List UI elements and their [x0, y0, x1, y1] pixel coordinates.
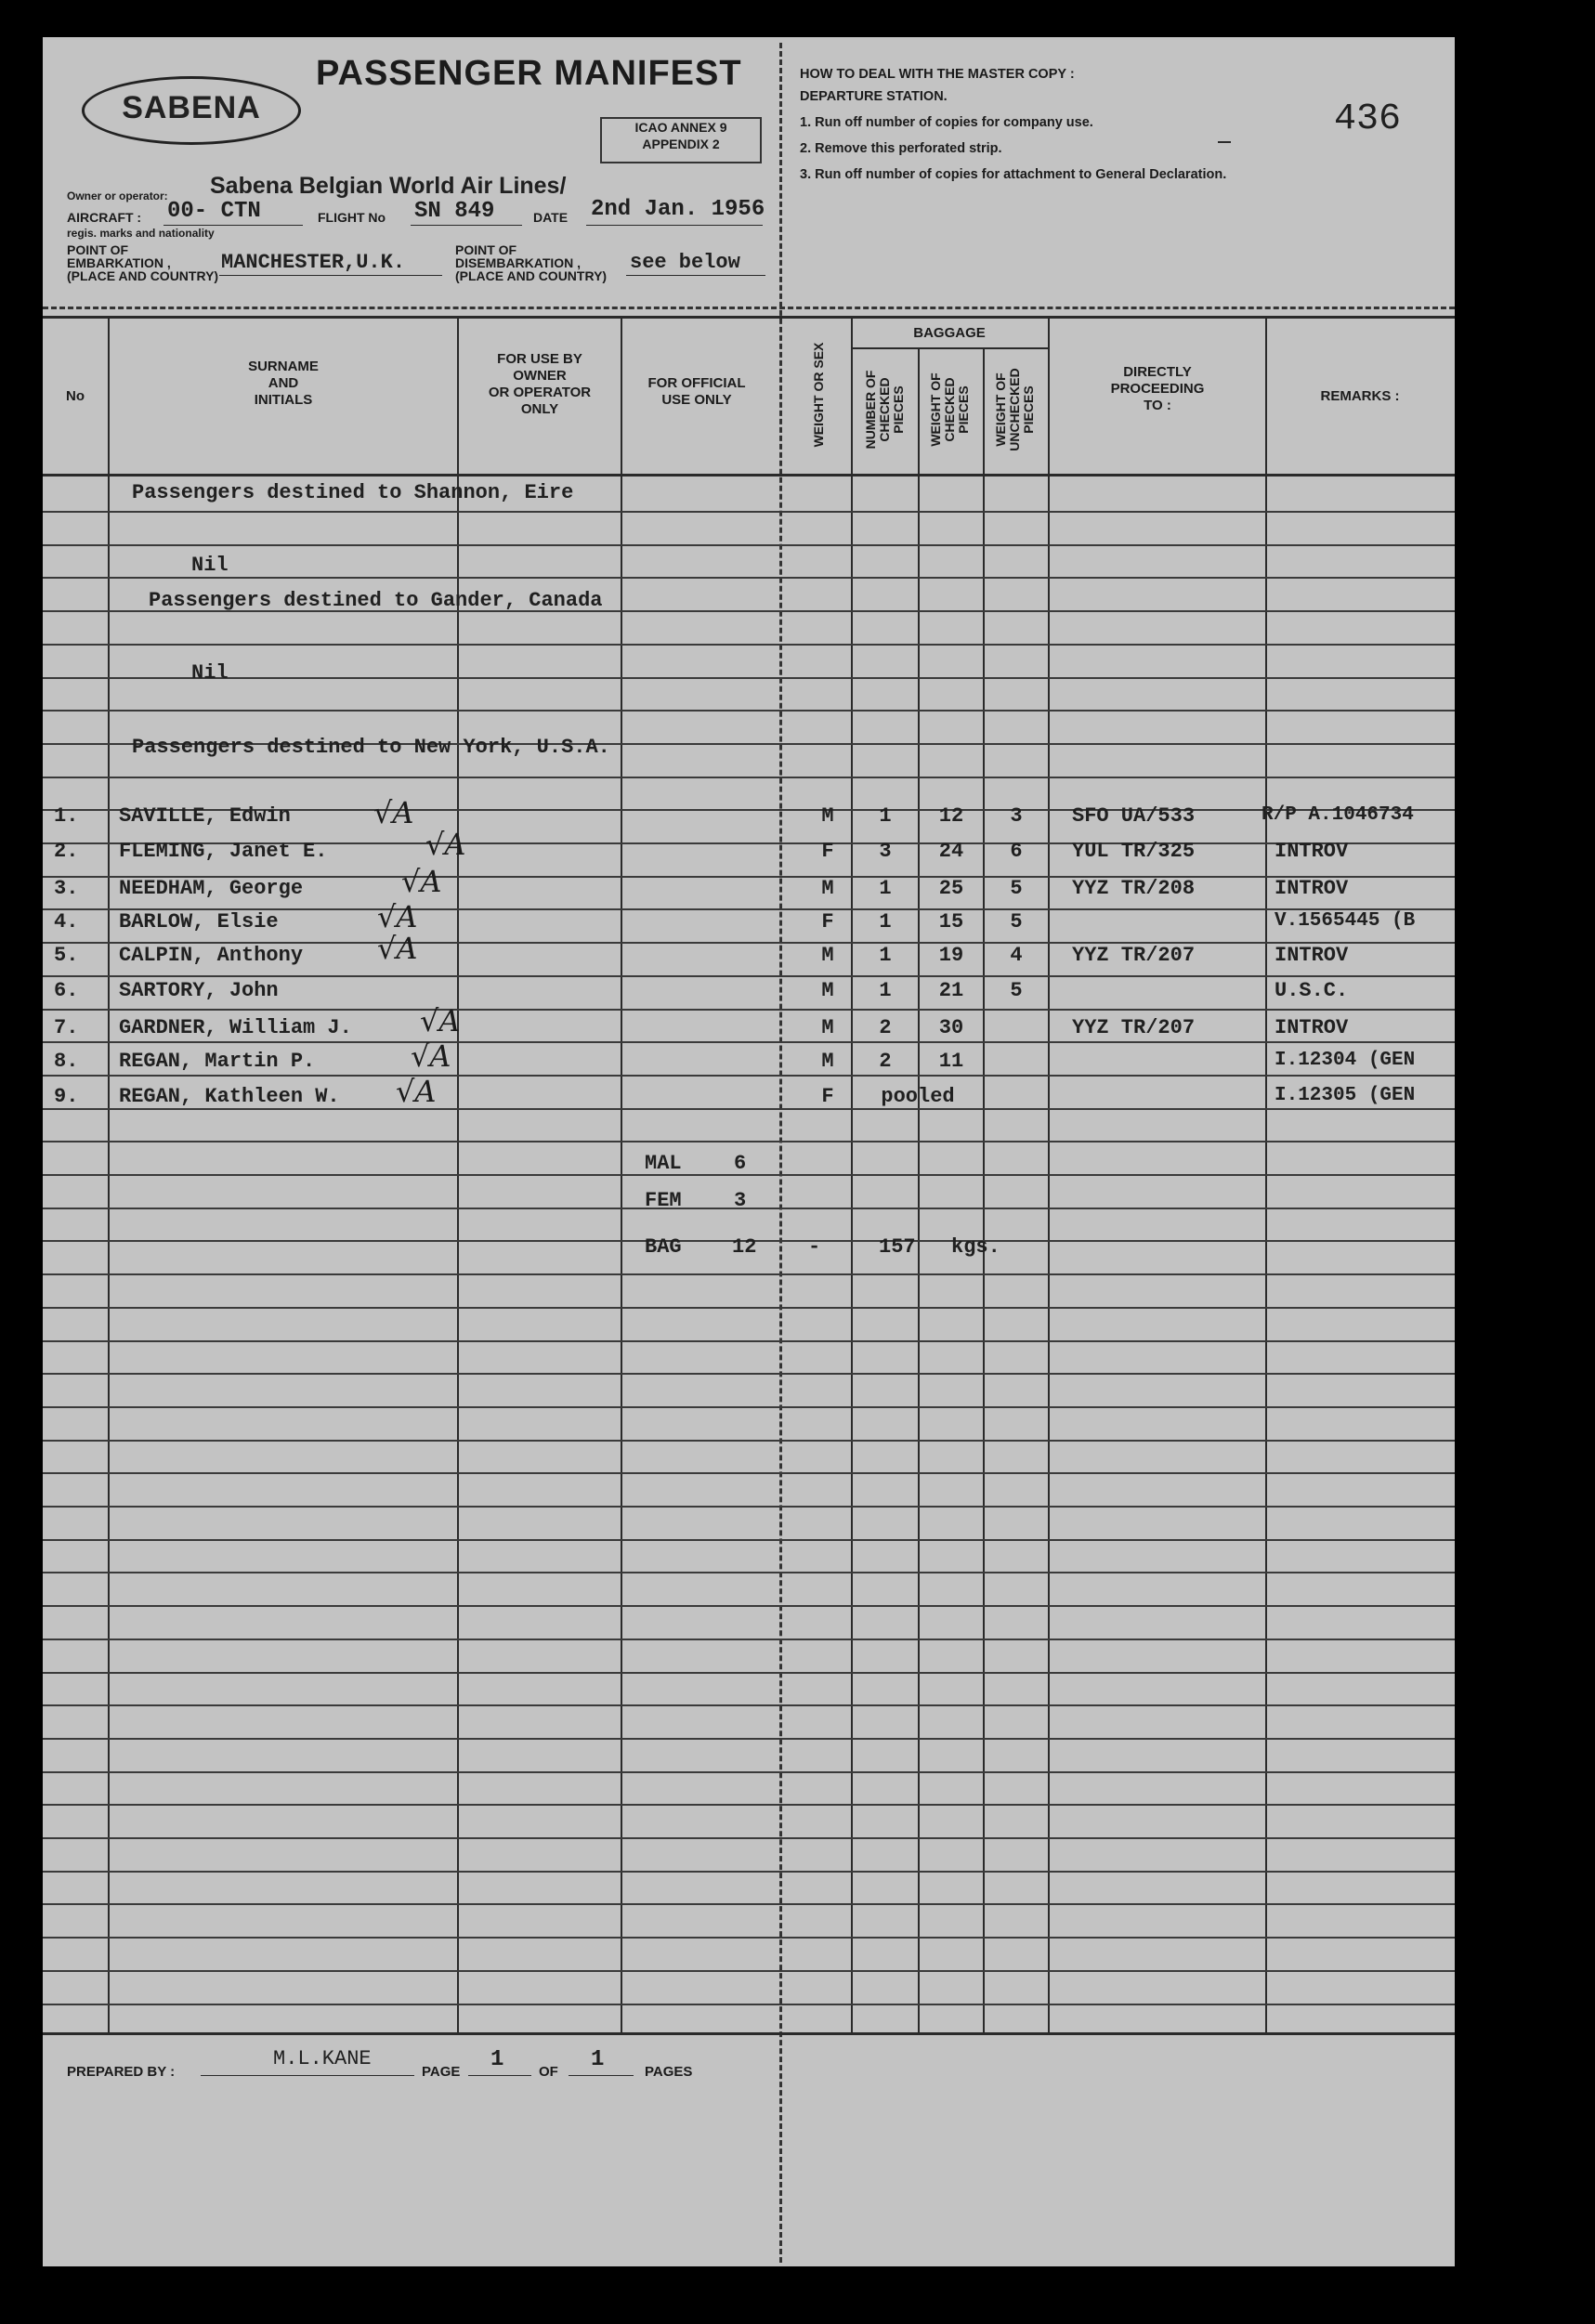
passenger-name: FLEMING, Janet E. — [119, 840, 328, 863]
baggage-pieces: 1 — [879, 944, 892, 967]
remarks: U.S.C. — [1275, 979, 1349, 1002]
col-header-official: FOR OFFICIAL USE ONLY — [647, 375, 746, 408]
row-rule — [43, 1075, 1455, 1077]
col-header-surname: SURNAME AND INITIALS — [248, 359, 319, 408]
baggage-header-rule — [851, 347, 1048, 349]
embark-underline — [219, 275, 442, 276]
row-rule — [43, 1208, 1455, 1209]
table-header-rule — [43, 474, 1455, 477]
passenger-check-mark: √A — [420, 1003, 461, 1038]
passenger-sex: F — [821, 840, 834, 863]
prepared-by-value: M.L.KANE — [273, 2047, 372, 2070]
baggage-pieces: 1 — [879, 804, 892, 828]
perforation-line — [779, 43, 782, 2263]
page-value: 1 — [490, 2047, 504, 2072]
pages-label: PAGES — [645, 2064, 693, 2080]
passenger-check-mark: √A — [411, 1038, 451, 1074]
col-header-no: No — [66, 388, 85, 404]
baggage-weight: 30 — [938, 1016, 964, 1039]
remarks: V.1565445 (B — [1275, 910, 1416, 932]
proceeding-to: YUL TR/325 — [1072, 840, 1196, 863]
sabena-logo — [82, 76, 301, 145]
passenger-name: SARTORY, John — [119, 979, 279, 1002]
unchecked-weight: 4 — [1010, 944, 1023, 967]
row-rule — [43, 1141, 1455, 1142]
owner-value: Sabena Belgian World Air Lines/ — [210, 173, 567, 199]
baggage-weight: 11 — [938, 1050, 964, 1073]
unchecked-weight: 5 — [1010, 877, 1023, 900]
passenger-name: NEEDHAM, George — [119, 877, 304, 900]
passenger-number: 7. — [54, 1016, 79, 1039]
table-bottom-rule — [43, 2032, 1455, 2035]
baggage-pieces: 3 — [879, 840, 892, 863]
manifest-sheet — [43, 37, 1455, 2266]
baggage-pieces: 2 — [879, 1016, 892, 1039]
passenger-check-mark: √A — [373, 795, 414, 830]
dash-mark — [1218, 141, 1231, 143]
total-bag-weight: 157 — [879, 1235, 916, 1259]
passenger-check-mark: √A — [401, 864, 442, 899]
passenger-name: GARDNER, William J. — [119, 1016, 352, 1039]
passenger-name: SAVILLE, Edwin — [119, 804, 291, 828]
baggage-weight: 12 — [938, 804, 964, 828]
col-rule — [918, 349, 920, 2032]
page-label: PAGE — [422, 2064, 461, 2080]
row-rule — [43, 1738, 1455, 1740]
proceeding-to: SFO UA/533 — [1072, 804, 1196, 828]
unchecked-weight: 5 — [1010, 979, 1023, 1002]
row-rule — [43, 1804, 1455, 1806]
icao-reference-box — [600, 117, 762, 163]
baggage-weight: 25 — [938, 877, 964, 900]
row-rule — [43, 1041, 1455, 1043]
baggage-weight: 15 — [938, 910, 964, 934]
flight-underline — [411, 225, 522, 226]
passenger-check-mark: √A — [377, 899, 418, 934]
row-rule — [43, 2004, 1455, 2005]
passenger-number: 5. — [54, 944, 79, 967]
icao-appendix: APPENDIX 2 — [642, 137, 720, 151]
passenger-number: 8. — [54, 1050, 79, 1073]
row-rule — [43, 1174, 1455, 1176]
of-label: OF — [539, 2064, 558, 2080]
instruction-item: 3. Run off number of copies for attachment to General Declaration. — [800, 167, 1227, 182]
total-bag-label: BAG — [645, 1235, 682, 1259]
icao-annex: ICAO ANNEX 9 — [634, 120, 727, 135]
passenger-number: 3. — [54, 877, 79, 900]
row-rule — [43, 1903, 1455, 1905]
instructions-subheading: DEPARTURE STATION. — [800, 89, 948, 104]
passenger-name: CALPIN, Anthony — [119, 944, 304, 967]
page-number: 436 — [1334, 98, 1402, 140]
passenger-check-mark: √A — [396, 1074, 437, 1109]
baggage-pieces: 2 — [879, 1050, 892, 1073]
col-header-baggage: BAGGAGE — [913, 325, 986, 341]
aircraft-sub-label: regis. marks and nationality — [67, 227, 215, 240]
remarks: I.12304 (GEN — [1275, 1050, 1416, 1071]
passenger-name: REGAN, Martin P. — [119, 1050, 316, 1073]
row-rule — [43, 544, 1455, 546]
flight-label: FLIGHT No — [318, 210, 386, 225]
row-rule — [43, 511, 1455, 513]
row-rule — [43, 1639, 1455, 1640]
instructions-heading: HOW TO DEAL WITH THE MASTER COPY : — [800, 67, 1075, 82]
flight-value: SN 849 — [414, 199, 495, 224]
remarks: INTROV — [1275, 944, 1349, 967]
embark-label-line1: POINT OF — [67, 242, 129, 257]
document-title: PASSENGER MANIFEST — [316, 54, 742, 93]
col-header-remarks: REMARKS : — [1320, 388, 1400, 404]
aircraft-value: 00- CTN — [167, 199, 261, 224]
passenger-sex: M — [821, 877, 834, 900]
date-value: 2nd Jan. 1956 — [591, 197, 765, 222]
passenger-number: 6. — [54, 979, 79, 1002]
disembark-underline — [626, 275, 765, 276]
proceeding-to: YYZ TR/207 — [1072, 944, 1196, 967]
row-rule — [43, 1572, 1455, 1573]
row-rule — [43, 1373, 1455, 1375]
passenger-name: BARLOW, Elsie — [119, 910, 279, 934]
passenger-sex: M — [821, 804, 834, 828]
instruction-item: 1. Run off number of copies for company use. — [800, 115, 1093, 130]
row-rule — [43, 1704, 1455, 1706]
remarks: INTROV — [1275, 877, 1349, 900]
row-rule — [43, 1009, 1455, 1011]
copy-instructions — [800, 61, 1394, 188]
row-rule — [43, 1970, 1455, 1972]
row-rule — [43, 710, 1455, 712]
aircraft-underline — [163, 225, 303, 226]
passenger-sex: M — [821, 979, 834, 1002]
row-rule — [43, 1440, 1455, 1442]
embark-label — [67, 243, 218, 282]
row-rule — [43, 644, 1455, 646]
col-header-checked-number: NUMBER OF CHECKED PIECES — [863, 370, 906, 450]
embark-label-line2: EMBARKATION , — [67, 255, 171, 270]
row-rule — [43, 1273, 1455, 1275]
total-bag-value: 12 — [732, 1235, 757, 1259]
of-value: 1 — [591, 2047, 605, 2072]
unchecked-weight: 6 — [1010, 840, 1023, 863]
row-rule — [43, 1307, 1455, 1309]
disembark-label-line2: DISEMBARKATION , — [455, 255, 582, 270]
baggage-pieces: 1 — [879, 877, 892, 900]
row-rule — [43, 1837, 1455, 1839]
passenger-number: 2. — [54, 840, 79, 863]
embark-sub-label: (PLACE AND COUNTRY) — [67, 268, 219, 283]
passenger-sex: M — [821, 944, 834, 967]
row-rule — [43, 1937, 1455, 1939]
baggage-pieces-pooled: pooled — [881, 1085, 955, 1108]
unchecked-weight: 5 — [1010, 910, 1023, 934]
of-underline — [569, 2075, 634, 2076]
baggage-pieces: 1 — [879, 910, 892, 934]
row-rule — [43, 1871, 1455, 1873]
col-header-proceeding: DIRECTLY PROCEEDING TO : — [1110, 364, 1205, 413]
passenger-sex: F — [821, 910, 834, 934]
proceeding-to: YYZ TR/208 — [1072, 877, 1196, 900]
passenger-check-mark: √A — [377, 931, 418, 966]
row-rule — [43, 777, 1455, 778]
total-female-label: FEM — [645, 1189, 682, 1212]
embark-value: MANCHESTER,U.K. — [221, 251, 406, 274]
row-rule — [43, 1108, 1455, 1110]
baggage-weight: 19 — [938, 944, 964, 967]
col-rule — [983, 349, 985, 2032]
section-label-gander: Passengers destined to Gander, Canada — [149, 589, 603, 612]
row-rule — [43, 1472, 1455, 1474]
owner-label: Owner or operator: — [67, 189, 168, 202]
baggage-weight: 24 — [938, 840, 964, 863]
remarks: INTROV — [1275, 840, 1349, 863]
passenger-name: REGAN, Kathleen W. — [119, 1085, 340, 1108]
row-rule — [43, 1672, 1455, 1674]
passenger-sex: M — [821, 1016, 834, 1039]
row-rule — [43, 677, 1455, 679]
instruction-item: 2. Remove this perforated strip. — [800, 141, 1002, 156]
section-label-shannon: Passengers destined to Shannon, Eire — [132, 481, 574, 504]
total-bag-dash: - — [808, 1235, 821, 1259]
disembark-sub-label: (PLACE AND COUNTRY) — [455, 268, 608, 283]
section-nil-gander: Nil — [191, 661, 229, 685]
perforation-dots — [43, 307, 1455, 309]
col-header-weight-sex: WEIGHT OR SEX — [811, 342, 826, 448]
passenger-sex: F — [821, 1085, 834, 1108]
disembark-label-line1: POINT OF — [455, 242, 517, 257]
row-rule — [43, 975, 1455, 977]
row-rule — [43, 1340, 1455, 1342]
aircraft-label: AIRCRAFT : — [67, 210, 142, 225]
sabena-logo-text: SABENA — [122, 90, 261, 125]
prepared-by-label: PREPARED BY : — [67, 2064, 176, 2080]
date-underline — [586, 225, 763, 226]
total-female-value: 3 — [734, 1189, 747, 1212]
table-top-rule — [43, 316, 1455, 319]
date-label: DATE — [533, 210, 569, 225]
passenger-number: 9. — [54, 1085, 79, 1108]
row-rule — [43, 577, 1455, 579]
row-rule — [43, 1605, 1455, 1607]
total-male-label: MAL — [645, 1152, 682, 1175]
remarks: INTROV — [1275, 1016, 1349, 1039]
row-rule — [43, 1506, 1455, 1508]
passenger-number: 1. — [54, 804, 79, 828]
disembark-label — [455, 243, 607, 282]
passenger-sex: M — [821, 1050, 834, 1073]
remarks: I.12305 (GEN — [1275, 1085, 1416, 1106]
col-header-checked-weight: WEIGHT OF CHECKED PIECES — [928, 372, 971, 447]
total-bag-unit: kgs. — [951, 1235, 1000, 1259]
unchecked-weight: 3 — [1010, 804, 1023, 828]
proceeding-to: YYZ TR/207 — [1072, 1016, 1196, 1039]
remarks: R/P A.1046734 — [1262, 804, 1414, 826]
row-rule — [43, 1406, 1455, 1408]
page-underline — [468, 2075, 531, 2076]
total-male-value: 6 — [734, 1152, 747, 1175]
disembark-value: see below — [630, 251, 740, 274]
baggage-weight: 21 — [938, 979, 964, 1002]
section-label-new-york: Passengers destined to New York, U.S.A. — [132, 736, 610, 759]
passenger-check-mark: √A — [425, 827, 466, 862]
col-header-unchecked-weight: WEIGHT OF UNCHECKED PIECES — [993, 368, 1036, 451]
passenger-number: 4. — [54, 910, 79, 934]
baggage-pieces: 1 — [879, 979, 892, 1002]
section-nil-shannon: Nil — [191, 554, 229, 577]
prepared-underline — [201, 2075, 414, 2076]
col-header-owner-use: FOR USE BY OWNER OR OPERATOR ONLY — [488, 351, 592, 417]
row-rule — [43, 1771, 1455, 1773]
row-rule — [43, 1539, 1455, 1541]
